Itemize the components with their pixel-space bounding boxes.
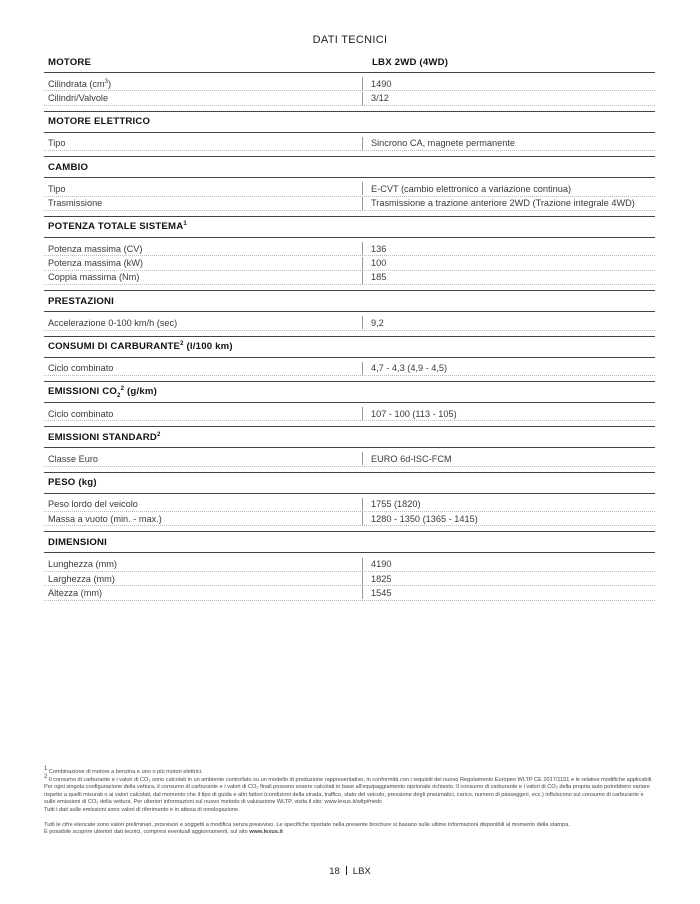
- table-row: [44, 572, 655, 586]
- section-title: EMISSIONI STANDARD$^2$: [48, 431, 161, 443]
- row-value: 3/12: [362, 92, 389, 105]
- section-body-potenza: [44, 238, 655, 291]
- section-body-emissioni-co2: [44, 403, 655, 427]
- spec-table: [44, 52, 655, 606]
- table-row: [44, 91, 655, 105]
- row-label: Altezza (mm): [48, 587, 103, 598]
- table-row: [44, 182, 655, 196]
- table-row: [44, 77, 655, 91]
- row-value: 1280 - 1350 (1365 - 1415): [362, 512, 478, 525]
- section-header-dimensioni: [44, 532, 655, 553]
- section-body-motore: [44, 73, 655, 112]
- section-header-emissioni-co2: [44, 382, 655, 403]
- table-row: [44, 407, 655, 421]
- row-value: EURO 6d-ISC-FCM: [362, 452, 452, 465]
- section-title: CAMBIO: [48, 161, 89, 173]
- row-value: 185: [362, 271, 386, 284]
- row-value: Trasmissione a trazione anteriore 2WD (Trazione integrale 4WD): [362, 197, 635, 210]
- table-row: [44, 197, 655, 211]
- row-value: 107 - 100 (113 - 105): [362, 407, 457, 420]
- section-title: PRESTAZIONI: [48, 295, 114, 307]
- row-label: Cilindrata $(cm^3)$: [48, 78, 112, 89]
- row-label: Classe Euro: [48, 453, 99, 464]
- section-header-peso: [44, 473, 655, 494]
- section-header-potenza: [44, 217, 655, 238]
- section-header-prestazioni: [44, 291, 655, 312]
- lexus-link[interactable]: www.lexus.it: [249, 829, 283, 836]
- page-title: DATI TECNICI: [312, 34, 388, 46]
- section-title: EMISSIONI $CO_2^2$ (g/km): [48, 386, 157, 400]
- section-title: PESO (kg): [48, 477, 97, 489]
- section-title: POTENZA TOTALE SISTEMA$^1$: [48, 221, 187, 233]
- row-value: 1825: [362, 572, 391, 585]
- row-value: 136: [362, 242, 386, 255]
- section-title: MOTORE: [48, 56, 92, 68]
- disclaimer-1: Tutti le cifre elencate sono valori preliminari, provvisori e soggetti a modifica senza preavviso. Le specifiche riportate nella presente brochure si basano sulle ultime informazioni disponibili al momento della stampa.: [44, 821, 570, 828]
- section-body-cambio: [44, 178, 655, 217]
- disclaimer-2: È possibile scoprire ulteriori dati tecnici, compresi eventuali aggiornamenti, sul sito www.lexus.it: [44, 829, 283, 836]
- table-row: [44, 362, 655, 376]
- section-header-motore-elettrico: [44, 112, 655, 133]
- row-label: Lunghezza (mm): [48, 559, 117, 570]
- section-body-emissioni-standard: [44, 448, 655, 472]
- table-row: [44, 242, 655, 256]
- section-header-motore: [44, 52, 655, 73]
- row-label: Tipo: [48, 138, 66, 149]
- section-body-prestazioni: [44, 312, 655, 336]
- row-value: 1755 (1820): [362, 498, 421, 511]
- row-label: Accelerazione 0-100 km/h (sec): [48, 317, 178, 328]
- page-number: 18: [329, 866, 340, 877]
- row-value: 9,2: [362, 316, 384, 329]
- row-label: Cilindri/Valvole: [48, 93, 109, 104]
- row-label: Larghezza (mm): [48, 573, 115, 584]
- section-header-emissioni-standard: [44, 427, 655, 448]
- row-label: Ciclo combinato: [48, 408, 114, 419]
- section-header-consumi: [44, 337, 655, 358]
- page-footer: [0, 866, 700, 877]
- row-value: Sincrono CA, magnete permanente: [362, 137, 515, 150]
- table-row: [44, 256, 655, 270]
- row-label: Massa a vuoto (min. - max.): [48, 513, 162, 524]
- section-body-dimensioni: [44, 553, 655, 605]
- row-value: 1490: [362, 77, 391, 90]
- table-row: [44, 557, 655, 571]
- table-row: [44, 586, 655, 600]
- row-label: Potenza massima (kW): [48, 258, 143, 269]
- footer-model: LBX: [352, 866, 371, 877]
- table-row: [44, 137, 655, 151]
- section-body-motore-elettrico: [44, 133, 655, 157]
- footer-divider: [346, 866, 347, 875]
- section-body-peso: [44, 494, 655, 533]
- section-title: CONSUMI DI CARBURANTE$^2$ (l/100 km): [48, 340, 233, 353]
- model-column-header: LBX 2WD (4WD): [372, 56, 449, 68]
- table-row: [44, 498, 655, 512]
- footnotes: [44, 766, 656, 837]
- row-label: Tipo: [48, 183, 66, 194]
- table-row: [44, 512, 655, 526]
- row-label: Trasmissione: [48, 198, 103, 209]
- section-title: DIMENSIONI: [48, 536, 108, 548]
- footnote-3: Tutti i dati sulle emissioni sono valori di riferimento e in attesa di omologazione.: [44, 806, 240, 813]
- row-value: 100: [362, 257, 386, 270]
- section-title: MOTORE ELETTRICO: [48, 116, 151, 128]
- row-value: 4190: [362, 558, 391, 571]
- footnote-2: 2 Il consumo di carburante e i valori di CO₂ sono calcolati in un ambiente controllato su un modello di produzione rappresentativo, in conformità con i requisiti del nuovo Regolamento Europeo WLTP CE 2017/1151 e le relative modifiche applicabili. Per ogni singola configurazione della vettura, il consumo di carburante e i valori di CO₂ finali possono essere calcolati in base all'equipaggiamento opzionale richiesto. Il consumo di carburante e i valori di CO₂ della propria auto potrebbero variare rispetto a quelli misurati o ai valori calcolati, dal momento che il tipo di guida e altri fattori (condizioni della strada, traffico, stato del veicolo, pressione degli pneumatici, carico, numero di passeggeri, ecc.) influiscono sul consumo di carburante e sulle emissioni di CO₂ della vettura. Per ulteriori informazioni sul nuovo metodo di valutazione WLTP, visita il sito: www.lexus.it/wltp#nedc: [44, 773, 653, 806]
- footnote-1: 1 Combinazione di motore a benzina e uno o più motori elettrici.: [44, 766, 203, 775]
- section-header-cambio: [44, 157, 655, 178]
- row-value: E-CVT (cambio elettronico a variazione continua): [362, 182, 571, 195]
- row-label: Ciclo combinato: [48, 363, 114, 374]
- row-label: Coppia massima (Nm): [48, 272, 140, 283]
- row-label: Peso lordo del veicolo: [48, 499, 138, 510]
- section-body-consumi: [44, 358, 655, 382]
- table-row: [44, 452, 655, 466]
- row-value: 1545: [362, 586, 391, 599]
- table-row: [44, 271, 655, 285]
- row-value: 4,7 - 4,3 (4,9 - 4,5): [362, 362, 447, 375]
- table-row: [44, 316, 655, 330]
- row-label: Potenza massima (CV): [48, 243, 143, 254]
